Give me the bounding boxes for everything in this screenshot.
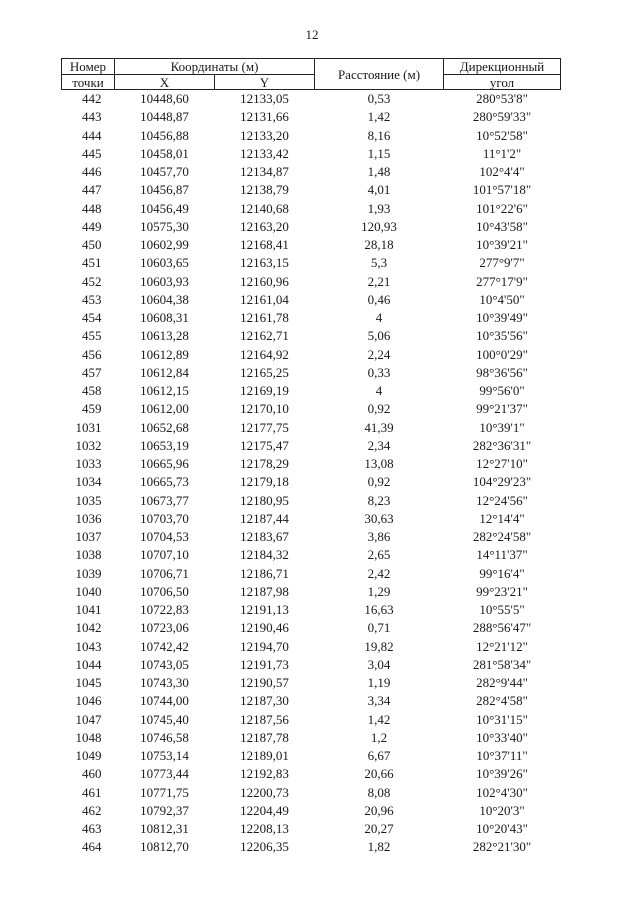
- angle-cell: 281°58'34": [472, 656, 532, 672]
- table-row: [62, 784, 561, 802]
- table-row: [62, 601, 561, 619]
- point-number-cell: 444: [82, 127, 102, 143]
- angle-cell: 282°36'31": [472, 437, 532, 453]
- point-number-cell: 464: [82, 839, 102, 855]
- angle-cell: 280°59'33": [472, 109, 532, 125]
- distance-cell: 3,86: [367, 529, 391, 545]
- distance-cell: 2,21: [367, 273, 391, 289]
- point-number-cell: 442: [82, 91, 102, 107]
- y-cell: 12180,95: [240, 492, 289, 508]
- page-number: 12: [305, 27, 319, 42]
- x-cell: 10746,58: [140, 729, 189, 745]
- table-row: [62, 90, 561, 109]
- x-cell: 10448,60: [140, 91, 189, 107]
- angle-cell: 102°4'4": [479, 164, 525, 180]
- header-coordinates: Координаты (м): [115, 59, 315, 75]
- distance-cell: 1,29: [367, 583, 391, 599]
- point-number-cell: 1033: [75, 456, 102, 472]
- table-row: [62, 309, 561, 327]
- point-number-cell: 1038: [75, 547, 102, 563]
- angle-cell: 10°31'15": [476, 711, 528, 727]
- table-row: [62, 218, 561, 236]
- x-cell: 10743,05: [140, 656, 189, 672]
- point-number-cell: 1041: [75, 602, 102, 618]
- distance-cell: 4: [375, 310, 383, 326]
- table-row: [62, 254, 561, 272]
- distance-cell: 4,01: [367, 182, 391, 198]
- x-cell: 10448,87: [140, 109, 189, 125]
- table-row: [62, 492, 561, 510]
- table-row: [62, 838, 561, 856]
- point-number-cell: 456: [82, 346, 102, 362]
- distance-cell: 3,04: [367, 656, 391, 672]
- point-number-cell: 460: [82, 766, 102, 782]
- table-row: [62, 327, 561, 345]
- x-cell: 10703,70: [140, 510, 189, 526]
- table-body: [62, 90, 561, 857]
- x-cell: 10707,10: [140, 547, 189, 563]
- x-cell: 10704,53: [140, 529, 189, 545]
- distance-cell: 2,34: [367, 437, 391, 453]
- distance-cell: 0,92: [367, 401, 391, 417]
- angle-cell: 99°21'37": [476, 401, 528, 417]
- point-number-cell: 1046: [75, 693, 102, 709]
- point-number-cell: 457: [82, 364, 102, 380]
- point-number-cell: 451: [82, 255, 102, 271]
- point-number-cell: 1039: [75, 565, 102, 581]
- angle-cell: 99°23'21": [476, 583, 528, 599]
- distance-cell: 1,15: [367, 145, 391, 161]
- header-distance: Расстояние (м): [315, 59, 444, 90]
- angle-cell: 14°11'37": [476, 547, 528, 563]
- distance-cell: 20,96: [364, 802, 394, 818]
- angle-cell: 288°56'47": [472, 620, 532, 636]
- angle-cell: 100°0'29": [476, 346, 528, 362]
- header-x: X: [115, 75, 215, 90]
- angle-cell: 282°9'44": [476, 675, 528, 691]
- x-cell: 10602,99: [140, 237, 189, 253]
- point-number-cell: 1040: [75, 583, 102, 599]
- distance-cell: 0,71: [367, 620, 391, 636]
- table-row: [62, 510, 561, 528]
- y-cell: 12206,35: [240, 839, 289, 855]
- table-row: [62, 692, 561, 710]
- header-y: Y: [215, 75, 315, 90]
- y-cell: 12179,18: [240, 474, 289, 490]
- point-number-cell: 1031: [75, 419, 102, 435]
- x-cell: 10771,75: [140, 784, 189, 800]
- x-cell: 10612,89: [140, 346, 189, 362]
- point-number-cell: 1047: [75, 711, 102, 727]
- table-row: [62, 656, 561, 674]
- angle-cell: 10°33'40": [476, 729, 528, 745]
- distance-cell: 2,65: [367, 547, 391, 563]
- distance-cell: 0,46: [367, 291, 391, 307]
- distance-cell: 1,2: [370, 729, 388, 745]
- y-cell: 12187,78: [240, 729, 289, 745]
- distance-cell: 41,39: [364, 419, 394, 435]
- table-header: [62, 59, 561, 90]
- angle-cell: 10°35'56": [476, 328, 528, 344]
- angle-cell: 101°22'6": [476, 200, 528, 216]
- distance-cell: 1,42: [367, 109, 391, 125]
- x-cell: 10456,49: [140, 200, 189, 216]
- table-row: [62, 200, 561, 218]
- distance-cell: 19,82: [364, 638, 394, 654]
- y-cell: 12140,68: [240, 200, 289, 216]
- y-cell: 12131,66: [240, 109, 289, 125]
- angle-cell: 12°24'56": [476, 492, 528, 508]
- distance-cell: 5,06: [367, 328, 391, 344]
- distance-cell: 4: [375, 383, 383, 399]
- distance-cell: 30,63: [364, 510, 394, 526]
- point-number-cell: 459: [82, 401, 102, 417]
- y-cell: 12162,71: [240, 328, 289, 344]
- y-cell: 12164,92: [240, 346, 289, 362]
- angle-cell: 10°52'58": [476, 127, 528, 143]
- y-cell: 12190,57: [240, 675, 289, 691]
- x-cell: 10603,93: [140, 273, 189, 289]
- point-number-cell: 1049: [75, 748, 102, 764]
- angle-cell: 102°4'30": [476, 784, 528, 800]
- distance-cell: 1,42: [367, 711, 391, 727]
- distance-cell: 1,93: [367, 200, 391, 216]
- x-cell: 10458,01: [140, 145, 189, 161]
- table-row: [62, 565, 561, 583]
- distance-cell: 28,18: [364, 237, 394, 253]
- angle-cell: 98°36'56": [476, 364, 528, 380]
- distance-cell: 3,34: [367, 693, 391, 709]
- table-row: [62, 108, 561, 126]
- y-cell: 12187,44: [240, 510, 289, 526]
- x-cell: 10613,28: [140, 328, 189, 344]
- x-cell: 10706,71: [140, 565, 189, 581]
- x-cell: 10608,31: [140, 310, 189, 326]
- point-number-cell: 461: [82, 784, 102, 800]
- distance-cell: 8,08: [367, 784, 391, 800]
- table-row: [62, 419, 561, 437]
- y-cell: 12178,29: [240, 456, 289, 472]
- table-row: [62, 638, 561, 656]
- angle-cell: 10°4'50": [479, 291, 525, 307]
- x-cell: 10744,00: [140, 693, 189, 709]
- x-cell: 10457,70: [140, 164, 189, 180]
- x-cell: 10604,38: [140, 291, 189, 307]
- y-cell: 12133,20: [240, 127, 289, 143]
- point-number-cell: 1045: [75, 675, 102, 691]
- header-point-number-line2: точки: [72, 74, 104, 90]
- y-cell: 12190,46: [240, 620, 289, 636]
- table-row: [62, 729, 561, 747]
- angle-cell: 10°39'21": [476, 237, 528, 253]
- y-cell: 12204,49: [240, 802, 289, 818]
- table-row: [62, 236, 561, 254]
- table-row: [62, 765, 561, 783]
- x-cell: 10722,83: [140, 602, 189, 618]
- x-cell: 10612,15: [140, 383, 189, 399]
- distance-cell: 1,48: [367, 164, 391, 180]
- table-row: [62, 127, 561, 145]
- table-row: [62, 400, 561, 418]
- distance-cell: 20,66: [364, 766, 394, 782]
- table-row: [62, 619, 561, 637]
- point-number-cell: 1042: [75, 620, 102, 636]
- table-row: [62, 163, 561, 181]
- y-cell: 12133,42: [240, 145, 289, 161]
- table-row: [62, 364, 561, 382]
- header-angle-cont: [444, 75, 561, 90]
- y-cell: 12163,15: [240, 255, 289, 271]
- y-cell: 12187,30: [240, 693, 289, 709]
- y-cell: 12191,73: [240, 656, 289, 672]
- x-cell: 10753,14: [140, 748, 189, 764]
- y-cell: 12133,05: [240, 91, 289, 107]
- x-cell: 10612,00: [140, 401, 189, 417]
- distance-cell: 8,23: [367, 492, 391, 508]
- point-number-cell: 446: [82, 164, 102, 180]
- table-row: [62, 291, 561, 309]
- table-row: [62, 273, 561, 291]
- angle-cell: 277°17'9": [476, 273, 528, 289]
- distance-cell: 5,3: [370, 255, 388, 271]
- y-cell: 12186,71: [240, 565, 289, 581]
- x-cell: 10665,73: [140, 474, 189, 490]
- distance-cell: 6,67: [367, 748, 391, 764]
- x-cell: 10773,44: [140, 766, 189, 782]
- distance-cell: 1,19: [367, 675, 391, 691]
- point-number-cell: 454: [82, 310, 102, 326]
- y-cell: 12160,96: [240, 273, 289, 289]
- distance-cell: 0,92: [367, 474, 391, 490]
- table-row: [62, 455, 561, 473]
- point-number-cell: 443: [82, 109, 102, 125]
- header-angle: [444, 59, 561, 75]
- table-row: [62, 711, 561, 729]
- x-cell: 10603,65: [140, 255, 189, 271]
- x-cell: 10612,84: [140, 364, 189, 380]
- angle-cell: 10°39'1": [479, 419, 525, 435]
- y-cell: 12184,32: [240, 547, 289, 563]
- table-row: [62, 546, 561, 564]
- point-number-cell: 455: [82, 328, 102, 344]
- angle-cell: 101°57'18": [472, 182, 532, 198]
- x-cell: 10812,31: [140, 821, 189, 837]
- angle-cell: 12°14'4": [479, 510, 525, 526]
- point-number-cell: 1034: [75, 474, 102, 490]
- table-row: [62, 437, 561, 455]
- table-row: [62, 382, 561, 400]
- x-cell: 10652,68: [140, 419, 189, 435]
- x-cell: 10723,06: [140, 620, 189, 636]
- distance-cell: 16,63: [364, 602, 394, 618]
- point-number-cell: 1043: [75, 638, 102, 654]
- point-number-cell: 462: [82, 802, 102, 818]
- x-cell: 10653,19: [140, 437, 189, 453]
- table-row: [62, 747, 561, 765]
- x-cell: 10673,77: [140, 492, 189, 508]
- distance-cell: 0,53: [367, 91, 391, 107]
- angle-cell: 277°9'7": [479, 255, 525, 271]
- distance-cell: 1,82: [367, 839, 391, 855]
- point-number-cell: 1048: [75, 729, 102, 745]
- y-cell: 12189,01: [240, 748, 289, 764]
- angle-cell: 282°21'30": [472, 839, 532, 855]
- y-cell: 12168,41: [240, 237, 289, 253]
- angle-cell: 282°24'58": [472, 529, 532, 545]
- header-angle-line2: угол: [489, 74, 515, 90]
- angle-cell: 280°53'8": [476, 91, 528, 107]
- point-number-cell: 449: [82, 218, 102, 234]
- coordinates-table: [61, 58, 561, 857]
- point-number-cell: 1035: [75, 492, 102, 508]
- table-row: [62, 473, 561, 491]
- point-number-cell: 448: [82, 200, 102, 216]
- x-cell: 10792,37: [140, 802, 189, 818]
- angle-cell: 10°39'26": [476, 766, 528, 782]
- angle-cell: 10°55'5": [479, 602, 525, 618]
- angle-cell: 10°37'11": [476, 748, 528, 764]
- y-cell: 12192,83: [240, 766, 289, 782]
- header-angle-line1: Дирекционный: [459, 59, 545, 74]
- point-number-cell: 453: [82, 291, 102, 307]
- x-cell: 10745,40: [140, 711, 189, 727]
- y-cell: 12138,79: [240, 182, 289, 198]
- table-row: [62, 346, 561, 364]
- x-cell: 10456,87: [140, 182, 189, 198]
- table-row: [62, 674, 561, 692]
- header-point-number-line1: Номер: [69, 59, 107, 74]
- point-number-cell: 1044: [75, 656, 102, 672]
- y-cell: 12208,13: [240, 821, 289, 837]
- angle-cell: 10°43'58": [476, 218, 528, 234]
- point-number-cell: 458: [82, 383, 102, 399]
- point-number-cell: 450: [82, 237, 102, 253]
- y-cell: 12187,98: [240, 583, 289, 599]
- y-cell: 12169,19: [240, 383, 289, 399]
- point-number-cell: 1036: [75, 510, 102, 526]
- point-number-cell: 463: [82, 821, 102, 837]
- header-point-number-cont: [62, 75, 115, 90]
- angle-cell: 10°20'3": [479, 802, 525, 818]
- distance-cell: 8,16: [367, 127, 391, 143]
- y-cell: 12170,10: [240, 401, 289, 417]
- angle-cell: 11°1'2": [482, 145, 522, 161]
- table-row: [62, 802, 561, 820]
- angle-cell: 99°16'4": [479, 565, 525, 581]
- y-cell: 12187,56: [240, 711, 289, 727]
- distance-cell: 2,24: [367, 346, 391, 362]
- y-cell: 12183,67: [240, 529, 289, 545]
- distance-cell: 2,42: [367, 565, 391, 581]
- distance-cell: 0,33: [367, 364, 391, 380]
- angle-cell: 12°21'12": [476, 638, 528, 654]
- x-cell: 10575,30: [140, 218, 189, 234]
- angle-cell: 10°39'49": [476, 310, 528, 326]
- distance-cell: 120,93: [361, 218, 397, 234]
- angle-cell: 104°29'23": [472, 474, 532, 490]
- point-number-cell: 1037: [75, 529, 102, 545]
- table-row: [62, 181, 561, 199]
- point-number-cell: 447: [82, 182, 102, 198]
- y-cell: 12191,13: [240, 602, 289, 618]
- y-cell: 12194,70: [240, 638, 289, 654]
- table-row: [62, 820, 561, 838]
- y-cell: 12163,20: [240, 218, 289, 234]
- point-number-cell: 445: [82, 145, 102, 161]
- angle-cell: 10°20'43": [476, 821, 528, 837]
- y-cell: 12177,75: [240, 419, 289, 435]
- angle-cell: 282°4'58": [476, 693, 528, 709]
- point-number-cell: 1032: [75, 437, 102, 453]
- y-cell: 12175,47: [240, 437, 289, 453]
- table-row: [62, 528, 561, 546]
- y-cell: 12161,04: [240, 291, 289, 307]
- header-point-number: [62, 59, 115, 75]
- x-cell: 10743,30: [140, 675, 189, 691]
- x-cell: 10812,70: [140, 839, 189, 855]
- point-number-cell: 452: [82, 273, 102, 289]
- y-cell: 12165,25: [240, 364, 289, 380]
- angle-cell: 12°27'10": [476, 456, 528, 472]
- x-cell: 10456,88: [140, 127, 189, 143]
- distance-cell: 13,08: [364, 456, 394, 472]
- x-cell: 10706,50: [140, 583, 189, 599]
- x-cell: 10742,42: [140, 638, 189, 654]
- table-row: [62, 583, 561, 601]
- y-cell: 12200,73: [240, 784, 289, 800]
- angle-cell: 99°56'0": [479, 383, 525, 399]
- x-cell: 10665,96: [140, 456, 189, 472]
- distance-cell: 20,27: [364, 821, 394, 837]
- y-cell: 12161,78: [240, 310, 289, 326]
- y-cell: 12134,87: [240, 164, 289, 180]
- table-row: [62, 145, 561, 163]
